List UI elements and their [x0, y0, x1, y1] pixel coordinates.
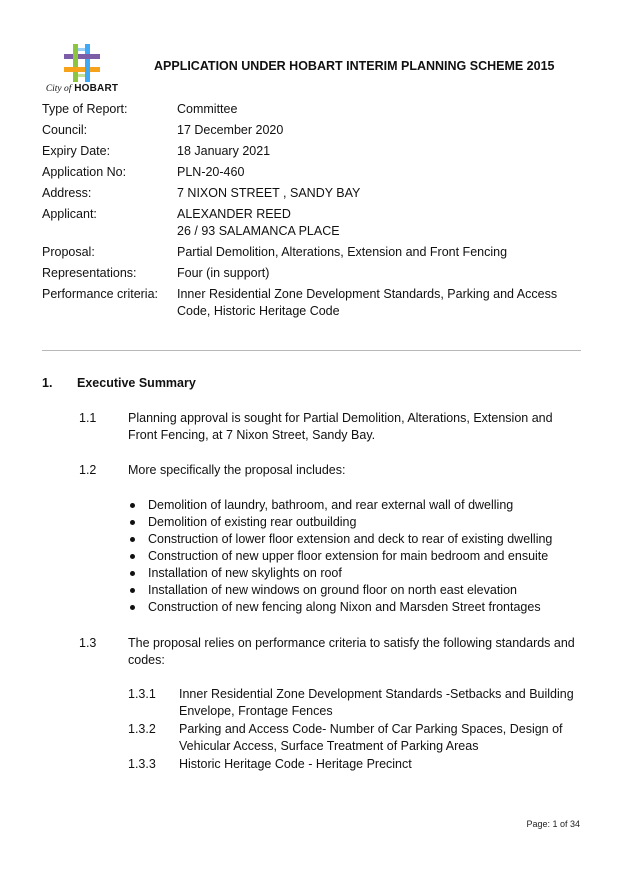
bullet-text: Construction of lower floor extension and deck to rear of existing dwelling [148, 532, 553, 546]
detail-label: Address: [42, 186, 92, 200]
sub-item-text: Historic Heritage Code - Heritage Precinct [179, 757, 412, 771]
detail-row-proposal [42, 244, 582, 261]
paragraph-1-2 [79, 462, 584, 479]
detail-value-line: ALEXANDER REED [177, 207, 291, 221]
section-number: 1. [42, 376, 53, 390]
detail-label: Performance criteria: [42, 287, 159, 301]
standards-list [128, 686, 588, 774]
sub-item-number: 1.3.2 [128, 722, 156, 736]
detail-value [177, 164, 582, 181]
bullet-text: Demolition of existing rear outbuilding [148, 515, 357, 529]
sub-item-1-3-3 [128, 756, 588, 773]
bullet-text: Installation of new skylights on roof [148, 566, 342, 580]
paragraph-1-3 [79, 635, 584, 669]
document-title: APPLICATION UNDER HOBART INTERIM PLANNING SCHEME 2015 [154, 59, 555, 73]
bullet-icon [130, 520, 135, 525]
detail-value [177, 122, 582, 139]
bullet-item [128, 514, 588, 531]
detail-value [177, 286, 582, 320]
bullet-item [128, 497, 588, 514]
sub-item-text: Inner Residential Zone Development Standards -Setbacks and Building Envelope, Frontage Fences [179, 687, 574, 718]
detail-label: Proposal: [42, 245, 95, 259]
paragraph-number: 1.3 [79, 636, 97, 650]
detail-label: Representations: [42, 266, 137, 280]
paragraph-text: More specifically the proposal includes: [128, 463, 346, 477]
sub-item-number: 1.3.1 [128, 687, 156, 701]
bullet-item [128, 599, 588, 616]
detail-value-line: Inner Residential Zone Development Standards, Parking and Access [177, 287, 558, 301]
detail-row-application-no [42, 164, 582, 181]
bullet-icon [130, 554, 135, 559]
logo-text [44, 83, 120, 95]
bullet-icon [130, 503, 135, 508]
report-details [42, 101, 582, 324]
detail-value-line: 26 / 93 SALAMANCA PLACE [177, 224, 340, 238]
detail-value [177, 101, 582, 118]
bullet-text: Installation of new windows on ground floor on north east elevation [148, 583, 517, 597]
sub-item-number: 1.3.3 [128, 757, 156, 771]
bullet-item [128, 531, 588, 548]
bullet-text: Construction of new fencing along Nixon and Marsden Street frontages [148, 600, 541, 614]
logo-hobart-text: HOBART [74, 83, 119, 94]
detail-value-line: Partial Demolition, Alterations, Extension and Front Fencing [177, 245, 508, 259]
bullet-icon [130, 588, 135, 593]
sub-item-1-3-2 [128, 721, 588, 755]
detail-value [177, 265, 582, 282]
paragraph-text: The proposal relies on performance criteria to satisfy the following standards and codes: [128, 636, 575, 667]
sub-item-1-3-1 [128, 686, 588, 720]
detail-label: Expiry Date: [42, 144, 111, 158]
paragraph-1-1 [79, 410, 584, 444]
detail-value-line: 18 January 2021 [177, 144, 271, 158]
detail-label: Type of Report: [42, 102, 128, 116]
detail-value [177, 143, 582, 160]
detail-label: Council: [42, 123, 88, 137]
sub-item-text: Parking and Access Code- Number of Car Parking Spaces, Design of Vehicular Access, Surface Treatment of Parking Areas [179, 722, 563, 753]
bullet-item [128, 548, 588, 565]
hobart-logo-icon [64, 44, 100, 82]
detail-value [177, 206, 582, 240]
section-title: Executive Summary [77, 376, 196, 390]
detail-value-line: PLN-20-460 [177, 165, 245, 179]
horizontal-divider [42, 350, 581, 351]
detail-row-representations [42, 265, 582, 282]
detail-row-type [42, 101, 582, 118]
bullet-icon [130, 605, 135, 610]
detail-row-performance-criteria [42, 286, 582, 320]
detail-row-council [42, 122, 582, 139]
detail-value-line: 7 NIXON STREET , SANDY BAY [177, 186, 361, 200]
detail-row-address [42, 185, 582, 202]
detail-label: Applicant: [42, 207, 97, 221]
page-number: Page: 1 of 34 [526, 819, 580, 829]
bullet-icon [130, 537, 135, 542]
detail-value-line: Code, Historic Heritage Code [177, 304, 340, 318]
detail-value-line: Committee [177, 102, 238, 116]
bullet-icon [130, 571, 135, 576]
logo-city-text: City of [45, 84, 72, 94]
detail-value-line: 17 December 2020 [177, 123, 284, 137]
bullet-text: Demolition of laundry, bathroom, and rear external wall of dwelling [148, 498, 514, 512]
bullet-item [128, 565, 588, 582]
proposal-bullet-list [128, 497, 588, 616]
detail-value [177, 244, 582, 261]
detail-row-expiry [42, 143, 582, 160]
detail-value [177, 185, 582, 202]
paragraph-text: Planning approval is sought for Partial Demolition, Alterations, Extension and Front Fencing, at 7 Nixon Street, Sandy Bay. [128, 411, 553, 442]
bullet-text: Construction of new upper floor extension for main bedroom and ensuite [148, 549, 549, 563]
detail-label: Application No: [42, 165, 127, 179]
detail-row-applicant [42, 206, 582, 240]
bullet-item [128, 582, 588, 599]
detail-value-line: Four (in support) [177, 266, 270, 280]
section-heading [42, 375, 196, 392]
city-of-hobart-logo [44, 44, 120, 96]
paragraph-number: 1.2 [79, 463, 97, 477]
paragraph-number: 1.1 [79, 411, 97, 425]
